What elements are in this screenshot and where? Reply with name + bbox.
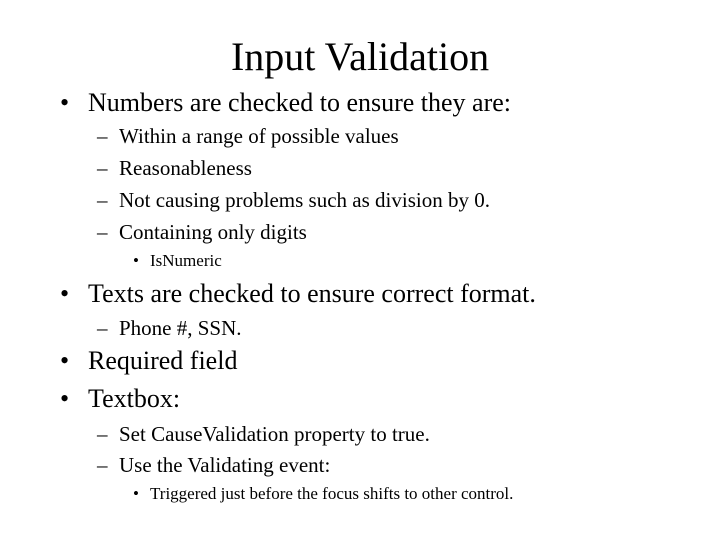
dash-marker: –: [97, 188, 108, 212]
dash-marker: –: [97, 422, 108, 446]
sub-bullet-phone: [97, 315, 242, 341]
sub-bullet-text: Within a range of possible values: [119, 124, 399, 148]
bullet-marker: •: [60, 88, 70, 117]
sub-sub-bullet-isnumeric: [133, 250, 222, 272]
sub-bullet-digits: [97, 219, 307, 245]
dash-marker: –: [97, 124, 108, 148]
sub-bullet-text: Set CauseValidation property to true.: [119, 422, 430, 446]
bullet-texts: [60, 279, 536, 309]
bullet-required: [60, 346, 237, 376]
sub-sub-bullet-text: IsNumeric: [150, 251, 222, 270]
slide-title: Input Validation: [230, 34, 490, 79]
bullet-marker: •: [133, 484, 139, 503]
bullet-marker: •: [60, 384, 70, 413]
sub-sub-bullet-text: Triggered just before the focus shifts to other control.: [150, 484, 514, 503]
sub-bullet-validating: [97, 452, 330, 478]
sub-bullet-reasonableness: [97, 155, 252, 181]
sub-bullet-text: Not causing problems such as division by 0.: [119, 188, 490, 212]
bullet-marker: •: [133, 251, 139, 270]
sub-bullet-range: [97, 123, 399, 149]
bullet-text: Required field: [88, 346, 238, 375]
sub-bullet-division: [97, 187, 490, 213]
sub-sub-bullet-triggered: [133, 483, 513, 505]
dash-marker: –: [97, 156, 108, 180]
sub-bullet-text: Containing only digits: [119, 220, 307, 244]
bullet-text: Textbox:: [88, 384, 181, 413]
dash-marker: –: [97, 316, 108, 340]
bullet-marker: •: [60, 279, 70, 308]
dash-marker: –: [97, 453, 108, 477]
bullet-text: Texts are checked to ensure correct format.: [88, 279, 536, 308]
dash-marker: –: [97, 220, 108, 244]
sub-bullet-text: Reasonableness: [119, 156, 252, 180]
sub-bullet-causevalidation: [97, 421, 430, 447]
sub-bullet-text: Phone #, SSN.: [119, 316, 242, 340]
bullet-numbers: [60, 88, 511, 118]
sub-bullet-text: Use the Validating event:: [119, 453, 331, 477]
bullet-textbox: [60, 384, 180, 414]
bullet-marker: •: [60, 346, 70, 375]
bullet-text: Numbers are checked to ensure they are:: [88, 88, 512, 117]
